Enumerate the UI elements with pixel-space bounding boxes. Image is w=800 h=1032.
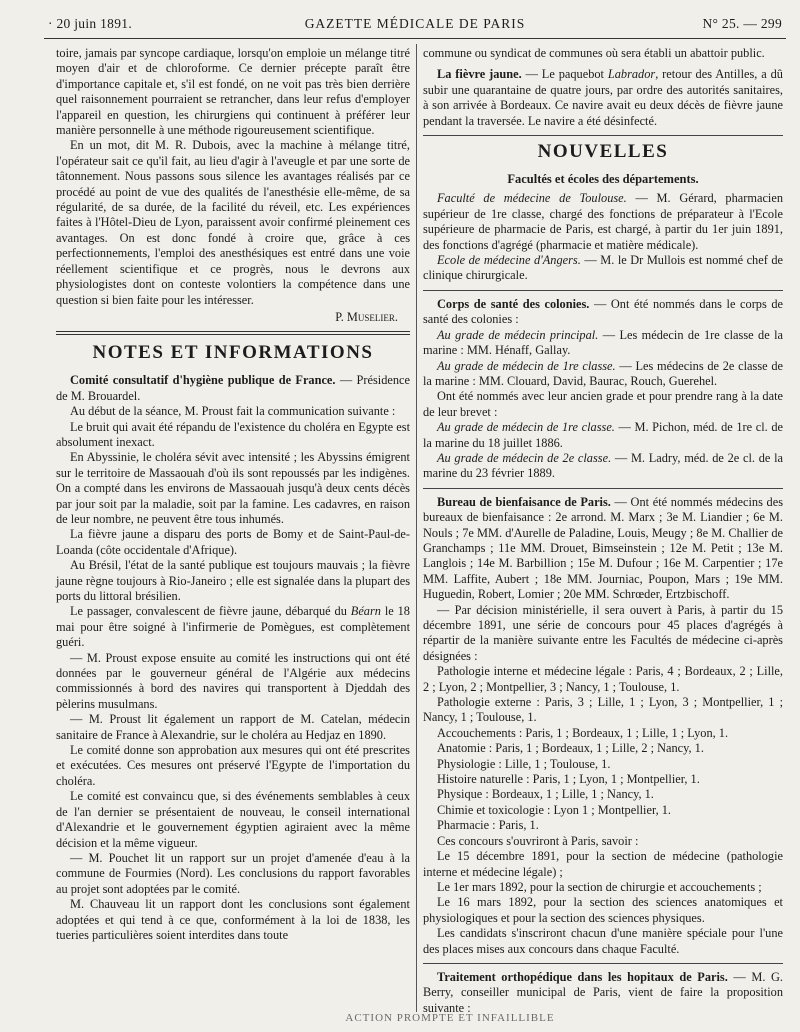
concours-list <box>423 664 783 957</box>
list-item: Le 1er mars 1892, pour la section de chirurgie et accouchements ; <box>437 879 762 894</box>
ship-name: Labrador <box>607 67 656 82</box>
right-column <box>423 46 783 1016</box>
paragraph: — Par décision ministérielle, il sera ouvert à Paris, à partir du 15 décembre 1891, une série de concours pour 45 places d'agrégés à répartir de la manière suivante entre les Facultés de médecine ci-après désignées : <box>423 602 783 663</box>
text: — Ont été nommés médecins des bureaux de bienfaisance : 2e arrond. M. Marx ; 3e M. Liandier ; 6e M. Nouls ; 7e MM. d'Aurelle de Paladine, Louis, Meugy ; 8e M. Challier de Granchamps ; 11e MM. Drouet, Bimseinstein ; 12e M. Petit ; 13e M. Langlois ; 14e M. Barbillion ; 15e M. Dufour ; 16e M. Carpentier ; 17e MM. Laffite, Aubert ; 18e MM. Journiac, Poupon, Mars ; 19e MM. Huguedin, Robert, Lomier ; 20e MM. Schrœder, Ertzbischoff. <box>423 494 783 602</box>
paragraph: Au Brésil, l'état de la santé publique est toujours mauvais ; la fièvre jaune règne toujours à Rio-Janeiro ; elle est signalée dans la plupart des ports du littoral brésilien. <box>56 558 410 603</box>
list-item: Le 15 décembre 1891, pour la section de médecine (pathologie interne et médecine légale) ; <box>423 849 783 879</box>
paragraph: Le comité est convaincu que, si des événements semblables à ceux de l'an dernier se présentaient de nouveau, le conseil international d'Alexandrie et le gouvernement égyptien agiraient avec la même décision et la même vigueur. <box>56 789 410 850</box>
paragraph-grade <box>423 420 783 451</box>
list-item: Pharmacie : Paris, 1. <box>437 818 539 833</box>
paragraph: Le bruit qui avait été répandu de l'existence du choléra en Egypte est absolument inexact. <box>56 419 410 449</box>
text: — Le paquebot <box>521 67 608 82</box>
comite-text: — Présidence de M. Brouardel. <box>56 373 410 403</box>
paragraph: commune ou syndicat de communes où sera établi un abattoir public. <box>423 46 765 60</box>
paragraph: — M. Proust lit également un rapport de M. Catelan, médecin sanitaire de France à Alexandrie, sur le choléra au Hedjaz en 1890. <box>56 712 410 742</box>
paragraph: En Abyssinie, le choléra sévit avec intensité ; les Abyssins émigrent sur le territoire de Massaouah d'où ils sont repoussés par les indigènes. On a compté dans les environs de Massaouah jusqu'à deux cents décès par jour soit par la maladie, soit par la famine. Les cadavres, en raison de leur nombre, ne peuvent être tous inhumés. <box>56 450 410 526</box>
column-divider <box>416 44 417 1012</box>
text: — Les médecins de 2e classe de la marine : MM. Clouard, David, Baurac, Rouch, Guerehel. <box>423 358 784 388</box>
text: , retour des Antilles, a dû subir une quarantaine de quatre jours, par ordre des autorités sanitaires, à son arrivée à Bordeaux. Ce navire avait eu deux décès de fièvre jaune pendant la traversée. Le navire a été désinfecté. <box>423 67 783 128</box>
list-item: Accouchements : Paris, 1 ; Bordeaux, 1 ; Lille, 1 ; Lyon, 1. <box>437 725 729 740</box>
ship-name: Béarn <box>350 604 381 619</box>
list-item: Ces concours s'ouvriront à Paris, savoir : <box>437 833 639 848</box>
list-item: Pathologie externe : Paris, 3 ; Lille, 1 ; Lyon, 3 ; Montpellier, 1 ; Nancy, 1 ; Toulouse, 1. <box>423 695 783 725</box>
section-rule <box>423 290 783 291</box>
section-title-nouvelles: NOUVELLES <box>537 141 669 163</box>
list-item: Physique : Bordeaux, 1 ; Lille, 1 ; Nancy, 1. <box>437 787 654 802</box>
institution-name: Ecole de médecine d'Angers. <box>437 253 581 268</box>
paragraph: toire, jamais par syncope cardiaque, lorsqu'on emploie un mélange titré moyen d'air et de chloroforme. Ce dernier précepte paraît être d'importance capitale et, s'il est fondé, on ne voit pas très bien derrière quel raisonnement pourraient se retrancher, dans leur refus d'employer l'appareil en question, les chirurgiens qui continuent à préférer leur manière personnelle à une méthode rigoureusement scientifique. <box>56 46 410 138</box>
paragraph-bureau <box>423 495 783 603</box>
section-rule <box>56 331 410 335</box>
text: — Les médecin de 1re classe de la marine : MM. Hénaff, Gallay. <box>423 327 783 358</box>
text: Le passager, convalescent de fièvre jaune, débarqué du <box>70 604 351 619</box>
paragraph-grade <box>423 359 783 390</box>
journal-title: GAZETTE MÉDICALE DE PARIS <box>304 16 526 31</box>
paragraph: Ont été nommés avec leur ancien grade et pour prendre rang à la date de leur brevet : <box>423 389 783 419</box>
colonies-heading: Corps de santé des colonies. <box>437 296 590 311</box>
subsection-title: Facultés et écoles des départements. <box>507 172 699 187</box>
list-item: Histoire naturelle : Paris, 1 ; Lyon, 1 ; Montpellier, 1. <box>437 772 700 787</box>
section-rule <box>423 488 783 489</box>
list-item: Physiologie : Lille, 1 ; Toulouse, 1. <box>437 756 611 771</box>
bureau-heading: Bureau de bienfaisance de Paris. <box>437 494 611 509</box>
paragraph-traitement <box>423 970 783 1016</box>
issue-page-number: N° 25. — 299 <box>702 16 782 31</box>
paragraph-fievre <box>423 67 783 129</box>
header-rule <box>44 38 786 39</box>
paragraph: M. Chauveau lit un rapport dont les conclusions sont également adoptées et qui tend à ce que, conformément à la loi de 1838, les tueries particulières soient interdites dans toute <box>56 897 410 942</box>
paragraph-grade <box>423 451 783 482</box>
list-item: Les candidats s'inscriront chacun d'une manière spéciale pour l'une des places mises aux concours dans chaque Faculté. <box>423 926 783 956</box>
text: — M. G. Berry, conseiller municipal de Paris, vient de faire la proposition suivante : <box>423 969 783 1015</box>
paragraph: La fièvre jaune a disparu des ports de Bomy et de Saint-Paul-de-Loanda (côte occidentale d'Afrique). <box>56 527 410 557</box>
paragraph-passager <box>56 604 410 650</box>
left-column <box>56 46 410 943</box>
text: — M. Gérard, pharmacien supérieur de 1re classe, chargé des fonctions de préparateur à l'Ecole supérieure de pharmacie de Paris, est chargé, à partir du 1er juin 1891, des fonctions d'agrégé (pharmacie et matière médicale). <box>423 191 783 252</box>
author-signature: P. Muselier. <box>335 309 398 324</box>
text: — Ont été nommés dans le corps de santé des colonies : <box>423 296 784 327</box>
paragraph: — M. Proust expose ensuite au comité les instructions qui ont été données par le gouverneur général de l'Algérie aux médecins commissionnés à bord des navires qui transportent à Djeddah des pèlerins musulmans. <box>56 650 410 711</box>
section-rule <box>423 135 783 136</box>
text: — M. le Dr Mullois est nommé chef de clinique chirurgicale. <box>423 253 783 283</box>
paragraph: Au début de la séance, M. Proust fait la communication suivante : <box>70 404 396 419</box>
institution-name: Faculté de médecine de Toulouse. <box>437 191 627 206</box>
paragraph-angers <box>423 253 783 284</box>
fievre-heading: La fièvre jaune. <box>437 67 522 82</box>
issue-date: · 20 juin 1891. <box>48 16 132 31</box>
section-rule <box>423 963 783 964</box>
paragraph-colonies <box>423 297 783 328</box>
list-item: Le 16 mars 1892, pour la section des sciences anatomiques et physiologiques et pour la section des sciences physiques. <box>423 895 783 925</box>
grade-label: Au grade de médecin de 1re classe. <box>437 420 615 435</box>
grade-label: Au grade de médecin de 2e classe. <box>437 450 612 465</box>
comite-heading: Comité consultatif d'hygiène publique de France. <box>70 373 336 388</box>
list-item: Chimie et toxicologie : Lyon 1 ; Montpellier, 1. <box>437 802 672 817</box>
text: le 18 mai pour être soigné à l'infirmerie de Pomègues, est complètement guéri. <box>56 604 410 650</box>
paragraph-grade <box>423 328 783 359</box>
paragraph: Le comité donne son approbation aux mesures qui ont été prescrites et exécutées. Ces mesures ont préservé l'Egypte de l'importation du choléra. <box>56 743 410 788</box>
list-item: Pathologie interne et médecine légale : Paris, 4 ; Bordeaux, 2 ; Lille, 2 ; Lyon, 2 ; Montpellier, 3 ; Nancy, 1 ; Toulouse, 1. <box>423 664 783 694</box>
paragraph-toulouse <box>423 191 783 253</box>
bleed-through-text: ACTION PROMPTE ET INFAILLIBLE <box>345 1012 555 1024</box>
text: — M. Ladry, méd. de 2e cl. de la marine du 23 février 1889. <box>423 450 783 481</box>
paragraph: — M. Pouchet lit un rapport sur un projet d'amenée d'eau à la commune de Fourmies (Nord). Les conclusions du rapport favorables au projet sont adoptées par le comité. <box>56 850 410 896</box>
list-item: Anatomie : Paris, 1 ; Bordeaux, 1 ; Lille, 2 ; Nancy, 1. <box>437 741 704 756</box>
traitement-heading: Traitement orthopédique dans les hopitaux de Paris. <box>437 969 728 984</box>
grade-label: Au grade de médecin principal. <box>437 327 599 342</box>
grade-label: Au grade de médecin de 1re classe. <box>437 358 616 373</box>
running-header <box>48 16 782 38</box>
section-title-notes: NOTES ET INFORMATIONS <box>92 342 374 364</box>
paragraph: En un mot, dit M. R. Dubois, avec la machine à mélange titré, l'opérateur sait ce qu'il fait, au lieu d'agir à l'aveugle et par une sorte de tâtonnement. Nous passons sous silence les avantages réalisés par ce procédé au point de vue des qualités de l'anesthésie elle-même, de sa régularité, de sa durée, de la facilité du réveil, etc. Les expériences faites à l'Hôtel-Dieu de Lyon, paraissent avoir confirmé pleinement ces avantages. On est donc fondé à croire que, grâce à ces perfectionnements, l'emploi des anesthésiques est entré dans une voie réellement scientifique et ce progrès, nous le devrons aux physiologistes dont on conteste volontiers la compétence dans une question si bien faite pour les intéresser. <box>56 138 410 307</box>
paragraph-comite <box>56 373 410 404</box>
text: — M. Pichon, méd. de 1re cl. de la marine du 18 juillet 1886. <box>423 420 783 450</box>
